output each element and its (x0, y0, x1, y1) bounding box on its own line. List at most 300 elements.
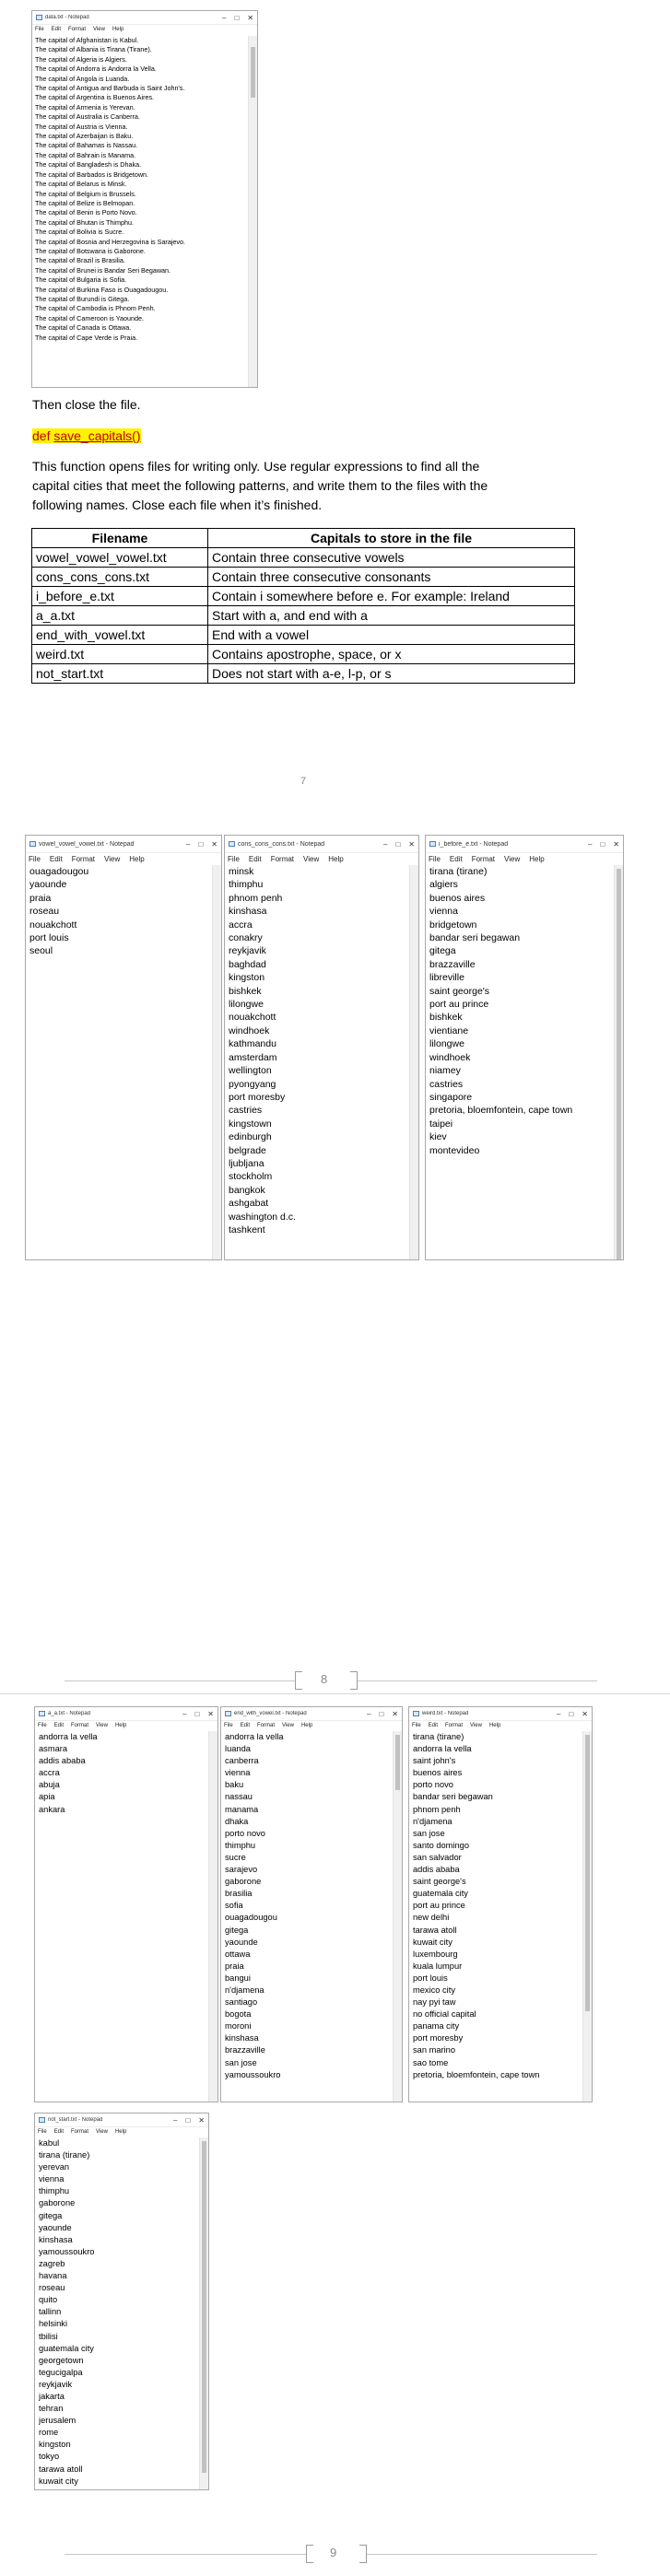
maximize-icon[interactable]: □ (379, 1709, 384, 1718)
menu-format[interactable]: Format (71, 2129, 89, 2135)
maximize-icon[interactable]: □ (234, 13, 240, 22)
rule-cell: Contain i somewhere before e. For example: Ireland (208, 587, 575, 606)
instructions-line-1: This function opens files for writing only. Use regular expressions to find all the (32, 459, 480, 474)
close-icon[interactable]: ✕ (408, 839, 415, 849)
text-line: kingston (229, 972, 265, 984)
title-bar[interactable] (221, 1707, 402, 1721)
def-function-name: save_capitals() (53, 428, 141, 443)
title-bar[interactable] (409, 1707, 592, 1721)
text-line: The capital of Canada is Ottawa. (35, 323, 132, 333)
text-line: tehran (39, 2404, 64, 2414)
text-line: san jose (225, 2057, 257, 2067)
text-line: The capital of Afghanistan is Kabul. (35, 36, 139, 44)
text-line: The capital of Bangladesh is Dhaka. (35, 160, 142, 170)
table-row (32, 645, 575, 664)
rule-cell: Contain three consecutive consonants (208, 568, 575, 587)
window-title: end_with_vowel.txt - Notepad (234, 1711, 307, 1716)
text-line: jakarta (39, 2391, 65, 2401)
page-divider (65, 2554, 306, 2555)
text-line: bishkek (229, 985, 262, 997)
def-keyword: def (32, 428, 54, 443)
text-line: tallinn (39, 2307, 62, 2317)
text-line: The capital of Bolivia is Sucre. (35, 228, 124, 237)
menu-format[interactable]: Format (257, 1723, 276, 1728)
close-icon[interactable]: ✕ (207, 1709, 214, 1718)
text-line: yerevan (39, 2162, 70, 2172)
notepad-window-data (31, 10, 258, 388)
menu-bar (409, 1721, 592, 1730)
menu-view[interactable]: View (504, 854, 521, 863)
title-bar[interactable] (26, 836, 221, 853)
page-bracket-left (295, 1671, 302, 1690)
text-line: thimphu (229, 879, 264, 891)
menu-help[interactable]: Help (529, 854, 545, 863)
table-row (32, 664, 575, 684)
text-line: nassau (225, 1792, 253, 1802)
text-line: minsk (229, 866, 254, 877)
rule-cell: Contain three consecutive vowels (208, 548, 575, 568)
notepad-icon (225, 1711, 231, 1716)
scrollbar[interactable] (199, 2137, 208, 2489)
text-line: lilongwe (429, 1038, 464, 1050)
text-line: baku (225, 1780, 244, 1790)
close-icon[interactable]: ✕ (582, 1709, 588, 1718)
text-line: phnom penh (413, 1804, 461, 1814)
text-line: kingstown (229, 1118, 272, 1130)
text-line: san jose (413, 1828, 445, 1838)
filename-cell: i_before_e.txt (32, 587, 208, 606)
scrollbar[interactable] (212, 865, 221, 1259)
page-divider (65, 1680, 295, 1681)
text-line: abuja (39, 1780, 60, 1790)
menu-view[interactable]: View (93, 27, 105, 32)
text-line: andorra la vella (413, 1744, 472, 1754)
text-line: The capital of Cambodia is Phnom Penh. (35, 304, 156, 313)
text-line: The capital of Belarus is Minsk. (35, 180, 127, 189)
title-bar[interactable] (35, 2113, 208, 2127)
close-icon[interactable]: ✕ (247, 13, 253, 22)
text-line: vienna (225, 1768, 251, 1778)
table-header-row (32, 529, 575, 548)
menu-help[interactable]: Help (112, 27, 124, 32)
text-line: thimphu (225, 1840, 256, 1850)
menu-view[interactable]: View (303, 854, 320, 863)
rule-cell: End with a vowel (208, 626, 575, 645)
text-line: reykjavik (39, 2379, 73, 2389)
menu-view[interactable]: View (104, 854, 121, 863)
window-title: vowel_vowel_vowel.txt - Notepad (39, 840, 135, 848)
window-title: not_start.txt - Notepad (48, 2117, 103, 2123)
text-line: kuala lumpur (413, 1961, 463, 1971)
page-edge (0, 1693, 670, 1694)
maximize-icon[interactable]: □ (194, 1709, 200, 1718)
text-line: saint john's (413, 1756, 456, 1766)
text-line: bishkek (429, 1012, 463, 1024)
text-line: ankara (39, 1804, 65, 1814)
text-line: tarawa atoll (413, 1925, 457, 1935)
text-line: accra (39, 1768, 60, 1778)
window-title: weird.txt - Notepad (422, 1711, 469, 1716)
text-line: kinshasa (39, 2234, 73, 2244)
text-line: bogota (225, 2009, 252, 2020)
text-line: mexico city (413, 1985, 455, 1995)
instructions-line-2: capital cities that meet the following patterns, and write them to the files with the (32, 478, 488, 493)
text-line: castries (429, 1078, 464, 1090)
text-line: vienna (39, 2174, 65, 2184)
scrollbar[interactable] (393, 1731, 402, 2102)
title-bar[interactable] (35, 1707, 217, 1721)
text-line: bridgetown (429, 919, 477, 931)
rule-cell: Contains apostrophe, space, or x (208, 645, 575, 664)
menu-file[interactable]: File (224, 1723, 233, 1728)
text-line: gaborone (225, 1877, 262, 1887)
notepad-icon (36, 15, 42, 20)
notepad-icon (29, 841, 36, 847)
menu-bar (221, 1721, 402, 1730)
text-line: conakry (229, 932, 263, 944)
text-line: luanda (225, 1744, 251, 1754)
menu-file[interactable]: File (38, 1723, 47, 1728)
text-line: tashkent (229, 1224, 265, 1235)
text-line: buenos aires (429, 892, 486, 904)
text-line: The capital of Azerbaijan is Baku. (35, 132, 134, 141)
text-line: bangui (225, 1973, 251, 1983)
text-line: The capital of Burundi is Gitega. (35, 294, 130, 303)
notepad-icon (39, 2117, 45, 2123)
page-number-7: 7 (300, 776, 307, 787)
table-row (32, 626, 575, 645)
text-line: kingston (39, 2440, 71, 2450)
menu-bar (26, 853, 221, 864)
scrollbar[interactable] (248, 36, 257, 387)
text-line: moroni (225, 2021, 252, 2032)
text-line: The capital of Belize is Belmopan. (35, 198, 135, 207)
text-line: rome (39, 2428, 59, 2438)
text-line: The capital of Botswana is Gaborone. (35, 246, 146, 255)
menu-view[interactable]: View (470, 1723, 482, 1728)
minimize-icon[interactable]: – (186, 839, 191, 849)
menu-edit[interactable]: Edit (428, 1723, 439, 1728)
menu-bar (225, 853, 418, 864)
minimize-icon[interactable]: – (557, 1709, 561, 1718)
menu-help[interactable]: Help (488, 1723, 501, 1728)
text-line: yaounde (39, 2222, 72, 2232)
text-line: tbilisi (39, 2331, 58, 2341)
text-line: The capital of Bahrain is Manama. (35, 150, 136, 159)
text-line: guatemala city (39, 2343, 94, 2353)
text-line: castries (229, 1105, 263, 1117)
text-line: port louis (413, 1973, 448, 1983)
text-line: The capital of Andorra is Andorra la Vella. (35, 64, 157, 74)
text-line: nouakchott (29, 919, 77, 931)
menu-help[interactable]: Help (300, 1723, 313, 1728)
menu-file[interactable]: File (29, 854, 41, 863)
text-line: quito (39, 2295, 58, 2305)
menu-format[interactable]: Format (68, 27, 87, 32)
text-line: windhoek (229, 1025, 270, 1036)
text-line: porto novo (225, 1828, 265, 1838)
menu-edit[interactable]: Edit (49, 854, 63, 863)
close-icon[interactable]: ✕ (613, 839, 619, 849)
page-number-8: 8 (321, 1672, 328, 1686)
text-line: port au prince (429, 999, 489, 1011)
text-line: lilongwe (229, 999, 264, 1011)
menu-help[interactable]: Help (129, 854, 145, 863)
text-line: dhaka (225, 1816, 249, 1826)
text-line: santo domingo (413, 1840, 469, 1850)
text-line: jerusalem (39, 2416, 76, 2426)
text-line: gaborone (39, 2198, 76, 2208)
scrollbar[interactable] (409, 865, 418, 1259)
text-line: helsinki (39, 2319, 68, 2329)
text-line: port au prince (413, 1901, 465, 1911)
text-line: praia (29, 892, 52, 904)
minimize-icon[interactable]: – (173, 2115, 178, 2125)
filename-cell: end_with_vowel.txt (32, 626, 208, 645)
maximize-icon[interactable]: □ (600, 839, 605, 849)
text-area[interactable] (413, 1731, 583, 2102)
text-line: kuwait city (413, 1937, 453, 1947)
text-area[interactable] (429, 865, 615, 1259)
filename-cell: cons_cons_cons.txt (32, 568, 208, 587)
menu-help[interactable]: Help (328, 854, 344, 863)
menu-help[interactable]: Help (114, 2129, 127, 2135)
then-close-text: Then close the file. (32, 397, 141, 412)
text-area[interactable] (225, 1731, 394, 2102)
text-line: sofia (225, 1901, 243, 1911)
text-line: sao tome (413, 2057, 449, 2067)
text-line: panama city (413, 2021, 460, 2032)
menu-view[interactable]: View (96, 2129, 108, 2135)
scrollbar-thumb[interactable] (395, 1735, 400, 1790)
text-line: The capital of Cameroon is Yaounde. (35, 313, 144, 322)
filename-cell: not_start.txt (32, 664, 208, 684)
menu-edit[interactable]: Edit (240, 1723, 251, 1728)
menu-bar (35, 1721, 217, 1730)
text-line: The capital of Bosnia and Herzegovina is Sarajevo. (35, 237, 186, 246)
menu-edit[interactable]: Edit (53, 2129, 65, 2135)
minimize-icon[interactable]: – (182, 1709, 187, 1718)
scrollbar-thumb[interactable] (202, 2141, 206, 2473)
text-line: roseau (39, 2283, 65, 2293)
text-line: n'djamena (413, 1816, 453, 1826)
text-line: vientiane (429, 1025, 469, 1036)
filename-cell: a_a.txt (32, 606, 208, 626)
text-area[interactable] (39, 1731, 209, 2102)
page-divider (358, 1680, 597, 1681)
title-bar[interactable] (426, 836, 623, 853)
text-line: saint george's (413, 1877, 466, 1887)
menu-format[interactable]: Format (471, 854, 496, 863)
text-line: stockholm (229, 1171, 273, 1183)
title-bar[interactable] (32, 11, 257, 25)
text-line: gitega (39, 2210, 63, 2220)
text-line: no official capital (413, 2009, 476, 2020)
menu-file[interactable]: File (429, 854, 441, 863)
col-header-filename: Filename (32, 529, 208, 548)
text-line: brazzaville (429, 958, 476, 970)
scrollbar[interactable] (614, 865, 623, 1259)
notepad-window-vowel (25, 835, 222, 1260)
menu-edit[interactable]: Edit (51, 27, 62, 32)
text-line: The capital of Burkina Faso is Ouagadougou. (35, 285, 169, 294)
text-line: georgetown (39, 2355, 84, 2365)
minimize-icon[interactable]: – (588, 839, 593, 849)
text-line: The capital of Armenia is Yerevan. (35, 102, 135, 111)
text-line: sucre (225, 1852, 246, 1862)
notepad-window-weird (408, 1706, 593, 2102)
title-bar[interactable] (225, 836, 418, 853)
text-line: kuwait city (39, 2476, 78, 2486)
text-line: sarajevo (225, 1865, 258, 1875)
text-line: The capital of Algeria is Algiers. (35, 54, 127, 64)
text-line: ashgabat (229, 1198, 269, 1210)
maximize-icon[interactable]: □ (395, 839, 401, 849)
text-line: luxembourg (413, 1949, 458, 1959)
menu-bar (35, 2127, 208, 2137)
text-line: ouagadougou (225, 1913, 277, 1923)
minimize-icon[interactable]: – (367, 1709, 371, 1718)
menu-view[interactable]: View (96, 1723, 108, 1728)
text-line: The capital of Austria is Vienna. (35, 122, 128, 131)
minimize-icon[interactable]: – (383, 839, 388, 849)
text-line: washington d.c. (229, 1211, 296, 1223)
menu-format[interactable]: Format (445, 1723, 464, 1728)
notepad-window-end-vowel (220, 1706, 403, 2102)
text-line: The capital of Cape Verde is Praia. (35, 333, 138, 342)
text-line: amsterdam (229, 1051, 277, 1063)
notepad-window-not-start (34, 2113, 209, 2490)
menu-format[interactable]: Format (270, 854, 295, 863)
text-line: accra (229, 919, 253, 931)
text-line: taipei (429, 1118, 453, 1130)
text-area[interactable] (35, 36, 249, 387)
scrollbar-thumb[interactable] (251, 47, 255, 98)
text-line: san marino (413, 2045, 455, 2055)
table-row (32, 606, 575, 626)
text-line: andorra la vella (225, 1732, 284, 1741)
text-line: belgrade (229, 1144, 266, 1156)
minimize-icon[interactable]: – (222, 13, 227, 22)
text-line: The capital of Angola is Luanda. (35, 74, 130, 83)
text-line: seoul (29, 945, 53, 957)
text-line: ottawa (225, 1949, 251, 1959)
filename-cell: weird.txt (32, 645, 208, 664)
window-title: data.txt - Notepad (45, 15, 89, 20)
page-number-9: 9 (330, 2546, 337, 2559)
text-line: addis ababa (413, 1865, 460, 1875)
text-line: santiago (225, 1997, 258, 2008)
maximize-icon[interactable]: □ (198, 839, 204, 849)
text-line: yaounde (29, 879, 67, 891)
text-line: apia (39, 1792, 55, 1802)
text-line: montevideo (429, 1144, 480, 1156)
filename-table (31, 528, 575, 684)
def-signature (32, 428, 141, 443)
scrollbar-thumb[interactable] (585, 1735, 590, 2011)
text-line: algiers (429, 879, 458, 891)
text-line: praia (225, 1961, 244, 1971)
text-line: pretoria, bloemfontein, cape town (413, 2069, 540, 2079)
notepad-icon (413, 1711, 419, 1716)
text-area[interactable] (39, 2137, 200, 2489)
menu-format[interactable]: Format (71, 854, 96, 863)
close-icon[interactable]: ✕ (198, 2115, 205, 2125)
col-header-capitals: Capitals to store in the file (208, 529, 575, 548)
page-divider (367, 2554, 597, 2555)
text-line: singapore (429, 1091, 473, 1103)
text-area[interactable] (229, 865, 410, 1259)
notepad-window-i-before-e (425, 835, 624, 1260)
menu-file[interactable]: File (35, 27, 44, 32)
menu-file[interactable]: File (38, 2129, 47, 2135)
text-line: tirana (tirane) (39, 2150, 90, 2160)
text-line: nouakchott (229, 1012, 276, 1024)
text-line: The capital of Barbados is Bridgetown. (35, 170, 149, 179)
text-line: asmara (39, 1744, 68, 1754)
text-line: tirana (tirane) (429, 866, 488, 877)
text-line: roseau (29, 906, 60, 918)
menu-view[interactable]: View (282, 1723, 294, 1728)
close-icon[interactable]: ✕ (392, 1709, 398, 1718)
text-line: kiev (429, 1131, 447, 1143)
text-line: tarawa atoll (39, 2464, 83, 2474)
text-line: niamey (429, 1065, 461, 1077)
scrollbar[interactable] (208, 1731, 217, 2102)
window-title: a_a.txt - Notepad (48, 1711, 91, 1716)
maximize-icon[interactable]: □ (569, 1709, 574, 1718)
text-line: The capital of Belgium is Brussels. (35, 189, 136, 198)
text-line: kinshasa (229, 906, 267, 918)
menu-format[interactable]: Format (71, 1723, 89, 1728)
text-line: bandar seri begawan (413, 1792, 493, 1802)
table-row (32, 568, 575, 587)
text-line: san salvador (413, 1852, 462, 1862)
text-line: edinburgh (229, 1131, 272, 1143)
text-line: gitega (225, 1925, 249, 1935)
text-line: nay pyi taw (413, 1997, 456, 2008)
notepad-icon (429, 841, 436, 847)
text-line: vienna (429, 906, 458, 918)
maximize-icon[interactable]: □ (185, 2115, 191, 2125)
text-line: thimphu (39, 2186, 70, 2196)
menu-bar (32, 25, 257, 34)
scrollbar-thumb[interactable] (617, 869, 621, 1260)
text-area[interactable] (29, 865, 213, 1259)
text-line: brasilia (225, 1889, 253, 1899)
text-line: wellington (229, 1065, 272, 1077)
menu-edit[interactable]: Edit (449, 854, 463, 863)
menu-bar (426, 853, 623, 864)
text-line: porto novo (413, 1780, 453, 1790)
close-icon[interactable]: ✕ (211, 839, 217, 849)
menu-file[interactable]: File (228, 854, 240, 863)
text-line: port louis (29, 932, 69, 944)
menu-edit[interactable]: Edit (53, 1723, 65, 1728)
notepad-window-cons (224, 835, 419, 1260)
text-line: zagreb (39, 2258, 65, 2268)
text-line: kathmandu (229, 1038, 276, 1050)
scrollbar[interactable] (582, 1731, 592, 2102)
rule-cell: Start with a, and end with a (208, 606, 575, 626)
menu-edit[interactable]: Edit (248, 854, 262, 863)
window-title: cons_cons_cons.txt - Notepad (238, 840, 325, 848)
menu-file[interactable]: File (412, 1723, 421, 1728)
text-line: kinshasa (225, 2033, 259, 2043)
text-line: havana (39, 2271, 67, 2281)
menu-help[interactable]: Help (114, 1723, 127, 1728)
text-line: buenos aires (413, 1768, 463, 1778)
